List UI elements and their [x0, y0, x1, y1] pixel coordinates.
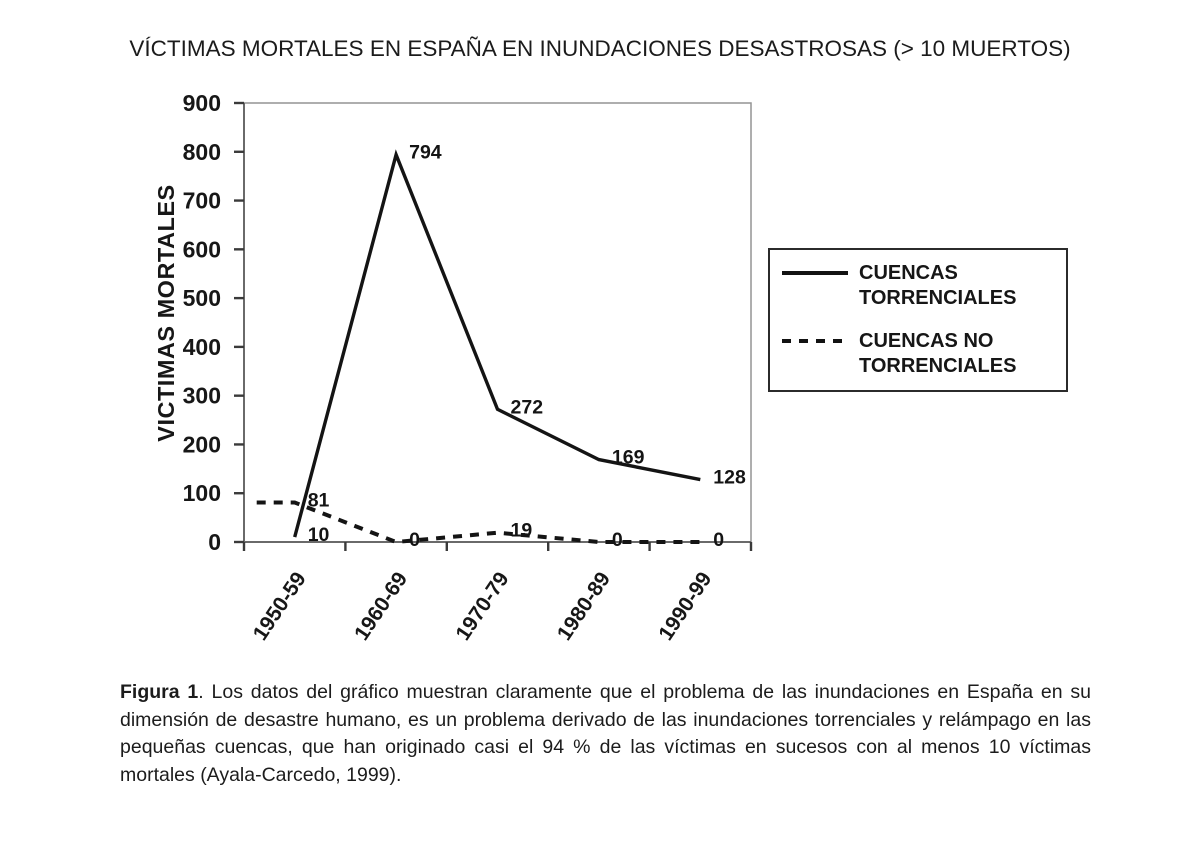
y-axis-tick-label: 200	[182, 431, 221, 458]
data-label: 0	[611, 529, 623, 551]
data-label: 0	[409, 529, 420, 551]
data-label: 0	[713, 529, 725, 551]
y-axis-tick-label: 0	[208, 529, 221, 555]
data-label: 128	[713, 466, 746, 489]
figure-caption-text: . Los datos del gráfico muestran claramente que el problema de las inundaciones en España en su dimensión de desastre humano, es un problema derivado de las inundaciones torrenciales y relámpago en las pequeñas cuencas, que han originado casi el 94 % de las víctimas en sucesos con al menos 10 víctimas mortales (Ayala-Carcedo, 1999).	[120, 681, 1091, 786]
legend-label-cuencas-torrenciales: CUENCAS TORRENCIALES	[859, 262, 1017, 309]
y-axis-tick-label: 700	[182, 187, 221, 214]
x-axis-category-label: 1960-69	[350, 567, 413, 645]
y-axis-tick-label: 100	[182, 480, 221, 507]
data-label: 794	[409, 141, 442, 164]
x-axis-category-label: 1990-99	[654, 567, 717, 645]
data-label: 19	[510, 519, 533, 542]
data-label: 169	[611, 446, 645, 469]
data-label: 10	[307, 524, 330, 547]
dashed-line-swatch-icon	[782, 339, 848, 343]
legend-item-cuencas-torrenciales	[782, 261, 1066, 311]
y-axis-tick-label: 600	[182, 236, 221, 263]
data-label: 272	[510, 396, 544, 419]
solid-line-swatch-icon	[782, 271, 848, 275]
x-axis-category-label: 1970-79	[451, 567, 514, 645]
y-axis-tick-label: 400	[182, 333, 221, 360]
series-line-cuencas-torrenciales	[295, 155, 701, 537]
y-axis-tick-label: 900	[182, 90, 221, 116]
data-label: 81	[307, 489, 330, 512]
chart-title: VÍCTIMAS MORTALES EN ESPAÑA EN INUNDACIONES DESASTROSAS (> 10 MUERTOS)	[129, 36, 1071, 61]
y-axis-title: VICTIMAS MORTALES	[153, 184, 179, 442]
y-axis-tick-label: 800	[182, 138, 221, 165]
figure-caption-label: Figura 1	[120, 681, 199, 703]
y-axis-tick-label: 300	[182, 382, 221, 409]
chart-legend	[768, 248, 1068, 392]
y-axis-tick-label: 500	[182, 285, 221, 312]
x-axis-category-label: 1950-59	[248, 567, 311, 645]
legend-label-cuencas-no-torrenciales: CUENCAS NO TORRENCIALES	[859, 330, 1017, 377]
x-axis-category-label: 1980-89	[552, 567, 616, 645]
legend-item-cuencas-no-torrenciales	[782, 329, 1066, 379]
figure-caption	[120, 679, 1091, 789]
